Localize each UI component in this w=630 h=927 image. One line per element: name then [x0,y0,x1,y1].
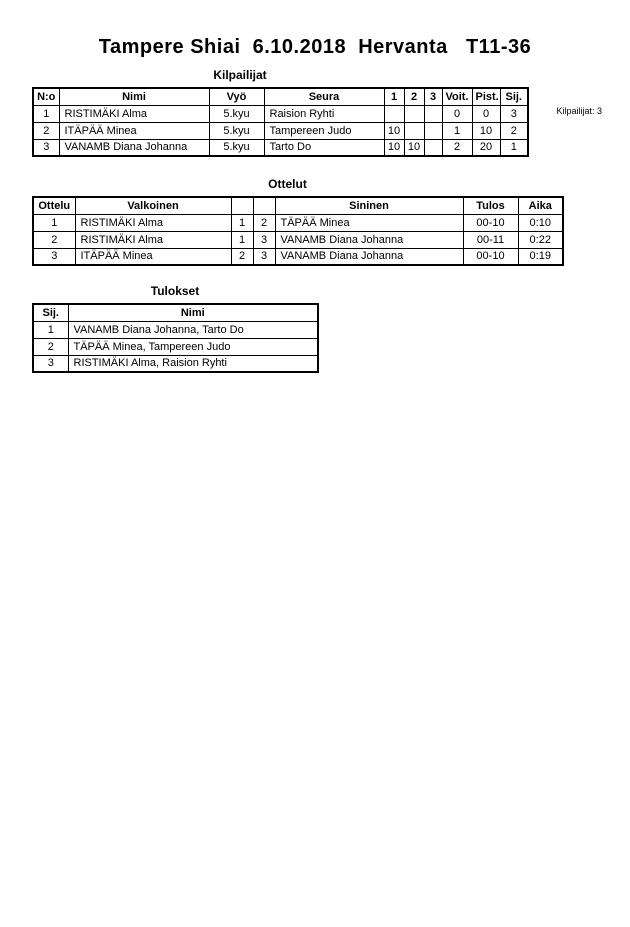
cell-no: 1 [33,105,59,122]
kilpailijat-heading: Kilpailijat [213,68,267,82]
page-title: Tampere Shiai 6.10.2018 Hervanta T11-36 [98,36,532,58]
competitors-count-label: Kilpailijat: 3 [556,106,602,116]
results-page [0,36,630,373]
cell-nimi: VANAMB Diana Johanna [59,139,209,156]
kilpailijat-table [32,87,529,157]
kilpailijat-body [33,105,528,156]
cell-seura: Tarto Do [264,139,384,156]
cell-pist: 10 [472,122,500,139]
cell-ottelu: 1 [33,214,75,231]
cell-ottelu: 2 [33,231,75,248]
table-row [33,355,318,372]
cell-tulos: 00-10 [463,248,518,265]
header-nimi: Nimi [68,304,318,321]
cell-aika: 0:22 [518,231,563,248]
cell-w: 1 [231,231,253,248]
cell-nimi: TÄPÄÄ Minea, Tampereen Judo [68,338,318,355]
tulokset-table [32,303,319,373]
header-tulos: Tulos [463,197,518,214]
cell-vyo: 5.kyu [209,122,264,139]
cell-b: 3 [253,231,275,248]
header-sininen: Sininen [275,197,463,214]
cell-tulos: 00-11 [463,231,518,248]
header-white-no [231,197,253,214]
cell-seura: Raision Ryhti [264,105,384,122]
kilpailijat-header-row [33,88,528,105]
cell-nimi: ITÄPÄÄ Minea [59,122,209,139]
tulokset-header-row [33,304,318,321]
cell-valkoinen: RISTIMÄKI Alma [75,214,231,231]
cell-c3 [424,139,442,156]
cell-sininen: VANAMB Diana Johanna [275,248,463,265]
header-aika: Aika [518,197,563,214]
cell-w: 2 [231,248,253,265]
cell-b: 2 [253,214,275,231]
cell-aika: 0:10 [518,214,563,231]
cell-vyo: 5.kyu [209,139,264,156]
cell-nimi: RISTIMÄKI Alma [59,105,209,122]
cell-sininen: VANAMB Diana Johanna [275,231,463,248]
table-row [33,231,563,248]
cell-sininen: TÄPÄÄ Minea [275,214,463,231]
header-voit: Voit. [442,88,472,105]
table-row [33,214,563,231]
cell-sij: 2 [33,338,68,355]
cell-c1: 10 [384,139,404,156]
cell-no: 2 [33,122,59,139]
cell-sij: 1 [33,321,68,338]
cell-c1: 10 [384,122,404,139]
cell-c3 [424,105,442,122]
header-valkoinen: Valkoinen [75,197,231,214]
header-seura: Seura [264,88,384,105]
cell-b: 3 [253,248,275,265]
header-sij: Sij. [500,88,528,105]
table-row [33,105,528,122]
cell-sij: 1 [500,139,528,156]
ottelut-table [32,196,564,266]
cell-tulos: 00-10 [463,214,518,231]
header-round-1: 1 [384,88,404,105]
header-pist: Pist. [472,88,500,105]
cell-nimi: VANAMB Diana Johanna, Tarto Do [68,321,318,338]
cell-c3 [424,122,442,139]
cell-voit: 1 [442,122,472,139]
table-row [33,139,528,156]
header-nimi: Nimi [59,88,209,105]
cell-c2 [404,105,424,122]
cell-c2: 10 [404,139,424,156]
cell-seura: Tampereen Judo [264,122,384,139]
table-row [33,338,318,355]
header-vyo: Vyö [209,88,264,105]
table-row [33,122,528,139]
cell-nimi: RISTIMÄKI Alma, Raision Ryhti [68,355,318,372]
ottelut-heading: Ottelut [268,177,307,191]
cell-valkoinen: RISTIMÄKI Alma [75,231,231,248]
cell-voit: 0 [442,105,472,122]
header-round-2: 2 [404,88,424,105]
cell-vyo: 5.kyu [209,105,264,122]
cell-valkoinen: ITÄPÄÄ Minea [75,248,231,265]
cell-sij: 2 [500,122,528,139]
cell-aika: 0:19 [518,248,563,265]
cell-no: 3 [33,139,59,156]
table-row [33,321,318,338]
header-round-3: 3 [424,88,442,105]
header-ottelu: Ottelu [33,197,75,214]
table-row [33,248,563,265]
tulokset-body [33,321,318,372]
cell-voit: 2 [442,139,472,156]
cell-w: 1 [231,214,253,231]
header-blue-no [253,197,275,214]
cell-sij: 3 [500,105,528,122]
ottelut-header-row [33,197,563,214]
cell-pist: 20 [472,139,500,156]
ottelut-body [33,214,563,265]
cell-c2 [404,122,424,139]
cell-c1 [384,105,404,122]
cell-sij: 3 [33,355,68,372]
cell-pist: 0 [472,105,500,122]
header-no: N:o [33,88,59,105]
header-sij: Sij. [33,304,68,321]
tulokset-heading: Tulokset [150,284,200,298]
cell-ottelu: 3 [33,248,75,265]
